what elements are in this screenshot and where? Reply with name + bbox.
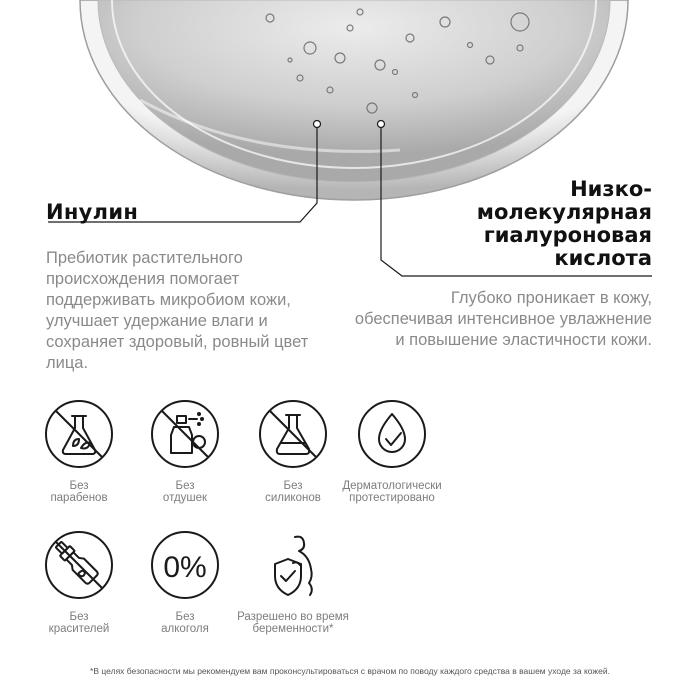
svg-text:0%: 0% xyxy=(163,551,207,584)
title-line: кислота xyxy=(554,246,652,270)
no-alcohol-icon xyxy=(147,527,223,603)
safety-footnote: *В целях безопасности мы рекомендуем вам проконсультироваться с врачом по поводу каждого средства в вашем уходе за кожей. xyxy=(90,666,610,676)
feature-label: Без силиконов xyxy=(265,480,321,504)
feature-label: Без парабенов xyxy=(50,480,108,504)
ingredient-title-inulin: Инулин xyxy=(46,200,139,224)
no-dyes-icon xyxy=(41,527,117,603)
title-line: гиалуроновая xyxy=(483,223,652,247)
title-line: молекулярная xyxy=(476,200,652,224)
ingredient-description-hyaluronic-acid: Глубоко проникает в кожу, обеспечивая интенсивное увлажнение и повышение эластичности кожи. xyxy=(354,289,652,349)
pregnancy-safe-icon xyxy=(255,527,331,603)
feature-label: Без алкоголя xyxy=(161,611,209,635)
feature-pregnancy-safe xyxy=(218,527,368,635)
dermatologically-tested-icon xyxy=(354,396,430,472)
feature-label: Без отдушек xyxy=(162,480,208,504)
no-parabens-icon xyxy=(41,396,117,472)
title-line: Низко- xyxy=(570,177,652,201)
feature-label: Разрешено во время беременности* xyxy=(237,611,349,635)
no-fragrance-icon xyxy=(147,396,223,472)
feature-label: Без красителей xyxy=(48,611,110,635)
ingredient-title-hyaluronic-acid xyxy=(477,178,652,270)
feature-label: Дерматологически протестировано xyxy=(342,480,442,504)
ingredient-description-inulin: Пребиотик растительного происхождения помогает поддерживать микробиом кожи, улучшает удержание влаги и сохраняет здоровый, ровный цвет лица. xyxy=(46,249,309,372)
feature-dermatologically-tested xyxy=(317,396,467,504)
